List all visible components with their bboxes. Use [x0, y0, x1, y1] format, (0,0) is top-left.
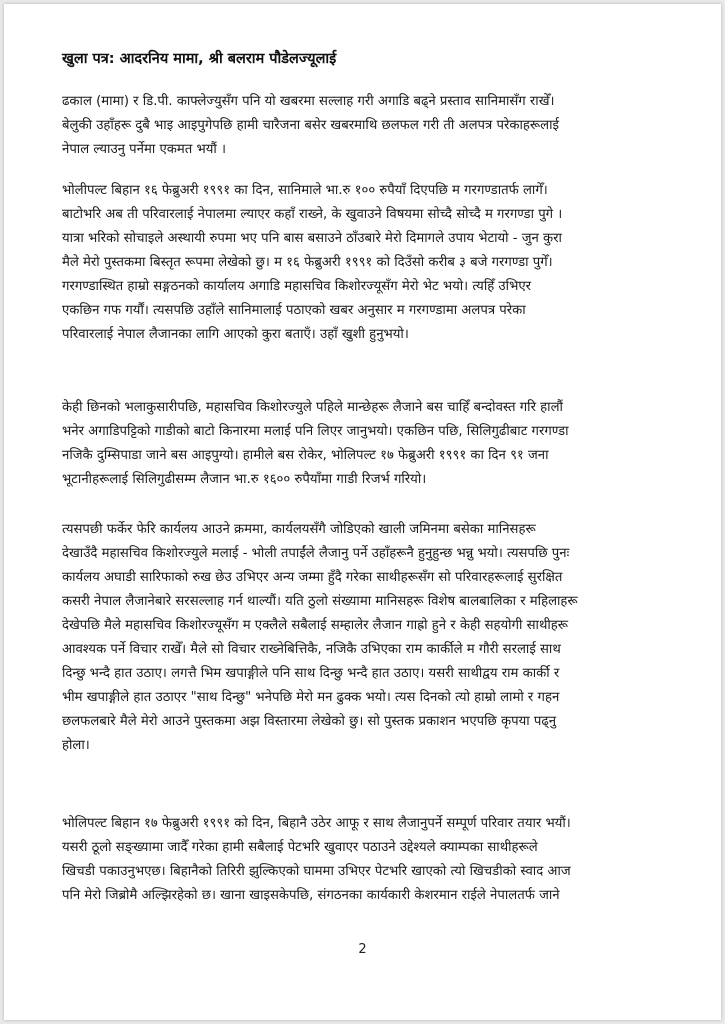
paragraph-line: त्यसपछी फर्केर फेरि कार्यलय आउने क्रममा, कार्यलयसँगै जोडिएको खाली जमिनमा बसेका मानिसहरू [62, 522, 536, 537]
paragraph-line: भोलीपल्ट बिहान १६ फेब्रुअरी १९९१ का दिन, सानिमाले भा.रु १०० रुपैयाँ दिएपछि म गरगण्डातर्फ लागेँ। [62, 183, 548, 198]
paragraph-line: भोलिपल्ट बिहान १७ फेब्रुअरी १९९१ को दिन, बिहानै उठेर आफू र साथ लैजानुपर्ने सम्पूर्ण परिवार तयार भयौं। [62, 816, 571, 831]
paragraph-line: भनेर अगाडिपट्टिको गाडीको बाटो किनारमा मलाई पनि लिएर जानुभयो। एकछिन पछि, सिलिगुढीबाट गरगण्डा [62, 424, 569, 439]
paragraph-line: ढकाल (मामा) र डि.पी. काफ्लेज्युसँग पनि यो खबरमा सल्लाह गरी अगाडि बढ्ने प्रस्ताव सानिमासँग राखेँ। [62, 94, 555, 109]
paragraph-line: देखाउँदै महासचिव किशोरज्युले मलाई - भोली तपाईंले लैजानु पर्ने उहाँहरूनै हुनुहुन्छ भन्नु भयो। त्यसपछि पुनः [62, 546, 570, 561]
paragraph-line: परिवारलाई नेपाल लैजानका लागि आएको कुरा बताएँ। उहाँ खुशी हुनुभयो। [62, 327, 409, 342]
page-number: 2 [358, 942, 367, 957]
paragraph-line: होला। [62, 738, 90, 753]
paragraph-2 [62, 179, 672, 347]
paragraph-line: यसरी ठूलो सङ्ख्यामा जादैँ गरेका हामी सबैलाई पेटभरि खुवाएर पठाउने उद्देश्यले क्याम्पका साथीहरूले [62, 840, 538, 855]
paragraph-line: यात्रा भरिको सोचाइले अस्थायी रुपमा भए पनि बास बसाउने ठाँउबारे मेरो दिमागले उपाय भेटायो - जुन कुरा [62, 231, 562, 246]
paragraph-line: गरगण्डास्थित हाम्रो सङ्गठनको कार्यालय अगाडि महासचिव किशोरज्यूसँग मेरो भेट भयो। त्यहिँ उभिएर [62, 279, 532, 294]
paragraph-line: दिन्छु भन्दै हात उठाए। लगत्तै भिम खपाङ्गीले पनि साथ दिन्छु भन्दै हात उठाए। यसरी साथीद्वय राम कार्की र [62, 666, 560, 681]
paragraph-line: भूटानीहरूलाई सिलिगुढीसम्म लैजान भा.रु १६०० रुपैयाँमा गाडी रिजर्भ गरियो। [62, 472, 427, 487]
paragraph-line: भीम खपाङ्गीले हात उठाएर "साथ दिन्छु" भनेपछि मेरो मन ढुक्क भयो। त्यस दिनको त्यो हाम्रो लामो र गहन [62, 690, 560, 705]
paragraph-3 [62, 396, 672, 492]
letter-heading: खुला पत्र: आदरनिय मामा, श्री बलराम पौडेलज्यूलाई [62, 51, 337, 67]
paragraph-line: कसरी नेपाल लैजानेबारे सरसल्लाह गर्न थाल्यौं। यति ठुलो संख्यामा मानिसहरू विशेष बालबालिका र महिलाहरू [62, 594, 578, 609]
paragraph-line: नजिकै दुम्सिपाडा जाने बस आइपुग्यो। हामीले बस रोकेर, भोलिपल्ट १७ फेब्रुअरी १९९१ का दिन ९१ जना [62, 448, 549, 463]
paragraph-line: मैले मेरो पुस्तकमा बिस्तृत रूपमा लेखेको छु। म १६ फेब्रुअरी १९९१ को दिउँसो करीब ३ बजे गरगण्डा पुगेँ। [62, 255, 553, 270]
paragraph-line: छलफलबारे मैले मेरो आउने पुस्तकमा अझ विस्तारमा लेखेको छु। सो पुस्तक प्रकाशन भएपछि कृपया पढ्नु [62, 714, 557, 729]
document-page [4, 4, 721, 1020]
paragraph-line: खिचडी पकाउनुभएछ। बिहानैको तिरिरी झुल्किएको घाममा उभिएर पेटभरि खाएको त्यो खिचडीको स्वाद आज [62, 864, 571, 879]
paragraph-line: देखेपछि मैले महासचिव किशोरज्यूसँग म एक्लैले सबैलाई सम्हालेर लैजान गाह्रो हुने र केही सहयोगी साथीहरू [62, 618, 569, 633]
paragraph-line: बाटोभरि अब ती परिवारलाई नेपालमा ल्याएर कहाँ राख्ने, के खुवाउने विषयमा सोच्दै सोच्दै म गरगण्डा पुगे । [62, 207, 563, 222]
paragraph-line: केही छिनको भलाकुसारीपछि, महासचिव किशोरज्युले पहिले मान्छेहरू लैजाने बस चाहिँ बन्दोवस्त गरि हालौं [62, 400, 563, 415]
paragraph-line: एकछिन गफ गर्यौं। त्यसपछि उहाँले सानिमालाई पठाएको खबर अनुसार म गरगण्डामा अलपत्र परेका [62, 303, 526, 318]
paragraph-4 [62, 518, 672, 758]
paragraph-5 [62, 812, 672, 908]
paragraph-1 [62, 90, 672, 162]
paragraph-line: कार्यलय अघाडी सारिफाको रुख छेउ उभिएर अन्य जम्मा हुँदै गरेका साथीहरूसँग सो परिवारहरूलाई सुरक्षित [62, 570, 563, 585]
paragraph-line: नेपाल ल्याउनु पर्नेमा एकमत भयौं । [62, 142, 227, 157]
paragraph-line: पनि मेरो जिब्रोमै अल्झिरहेको छ। खाना खाइसकेपछि, संगठनका कार्यकारी केशरमान राईले नेपालतर्फ जाने [62, 888, 560, 903]
paragraph-line: आवश्यक पर्ने विचार राखेँ। मैले सो विचार राख्नेबित्तिकै, नजिकै उभिएका राम कार्कीले म गौरी सरलाई साथ [62, 642, 561, 657]
paragraph-line: बेलुकी उहाँहरू दुबै भाइ आइपुगेपछि हामी चारैजना बसेर खबरमाथि छलफल गरी ती अलपत्र परेकाहरूलाई [62, 118, 559, 133]
